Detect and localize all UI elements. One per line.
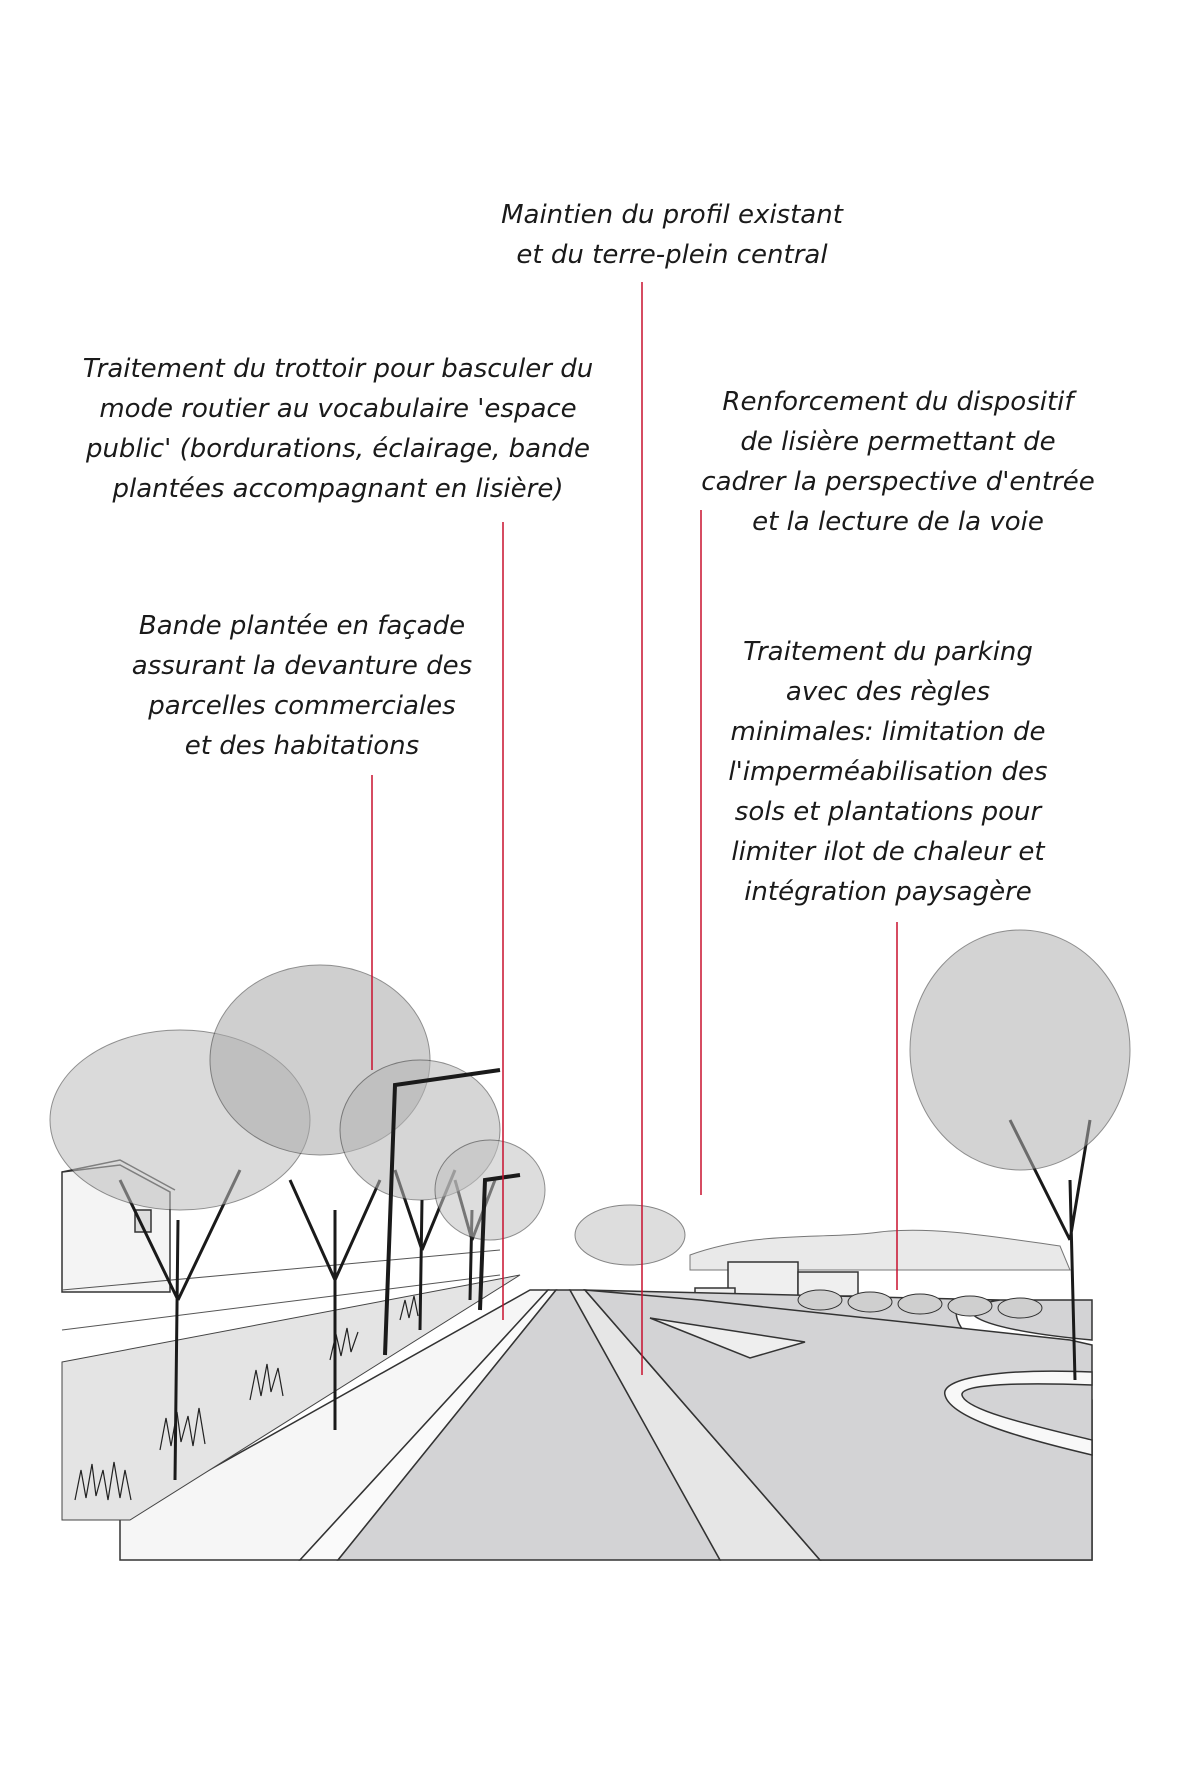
annotation-parking	[728, 632, 1047, 912]
annotation-line: public' (bordurations, éclairage, bande	[85, 434, 591, 464]
annotation-lisiere	[701, 382, 1094, 542]
annotation-line: Maintien du profil existant	[501, 200, 843, 230]
annotation-line: minimales: limitation de	[730, 717, 1046, 747]
annotation-line: et la lecture de la voie	[752, 507, 1044, 537]
annotation-profil	[501, 195, 843, 275]
annotation-line: assurant la devanture des	[131, 651, 473, 681]
annotation-line: cadrer la perspective d'entrée	[701, 467, 1095, 497]
annotation-trottoir	[83, 349, 593, 509]
annotation-line: et des habitations	[184, 731, 420, 761]
annotation-line: intégration paysagère	[744, 877, 1032, 907]
annotation-line: avec des règles	[785, 677, 991, 707]
annotation-line: de lisière permettant de	[740, 427, 1056, 457]
annotation-line: parcelles commerciales	[148, 691, 456, 721]
annotation-line: sols et plantations pour	[734, 797, 1042, 827]
annotation-line: l'imperméabilisation des	[728, 757, 1048, 787]
annotation-line: Traitement du parking	[743, 637, 1033, 667]
annotation-line: Bande plantée en façade	[138, 611, 466, 641]
annotation-line: Traitement du trottoir pour basculer du	[82, 354, 594, 384]
annotation-line: et du terre-plein central	[516, 240, 828, 270]
annotation-line: mode routier au vocabulaire 'espace	[99, 394, 577, 424]
annotation-line: Renforcement du dispositif	[722, 387, 1074, 417]
annotation-facade	[132, 606, 472, 766]
annotation-line: limiter ilot de chaleur et	[731, 837, 1045, 867]
annotation-line: plantées accompagnant en lisière)	[112, 474, 564, 504]
